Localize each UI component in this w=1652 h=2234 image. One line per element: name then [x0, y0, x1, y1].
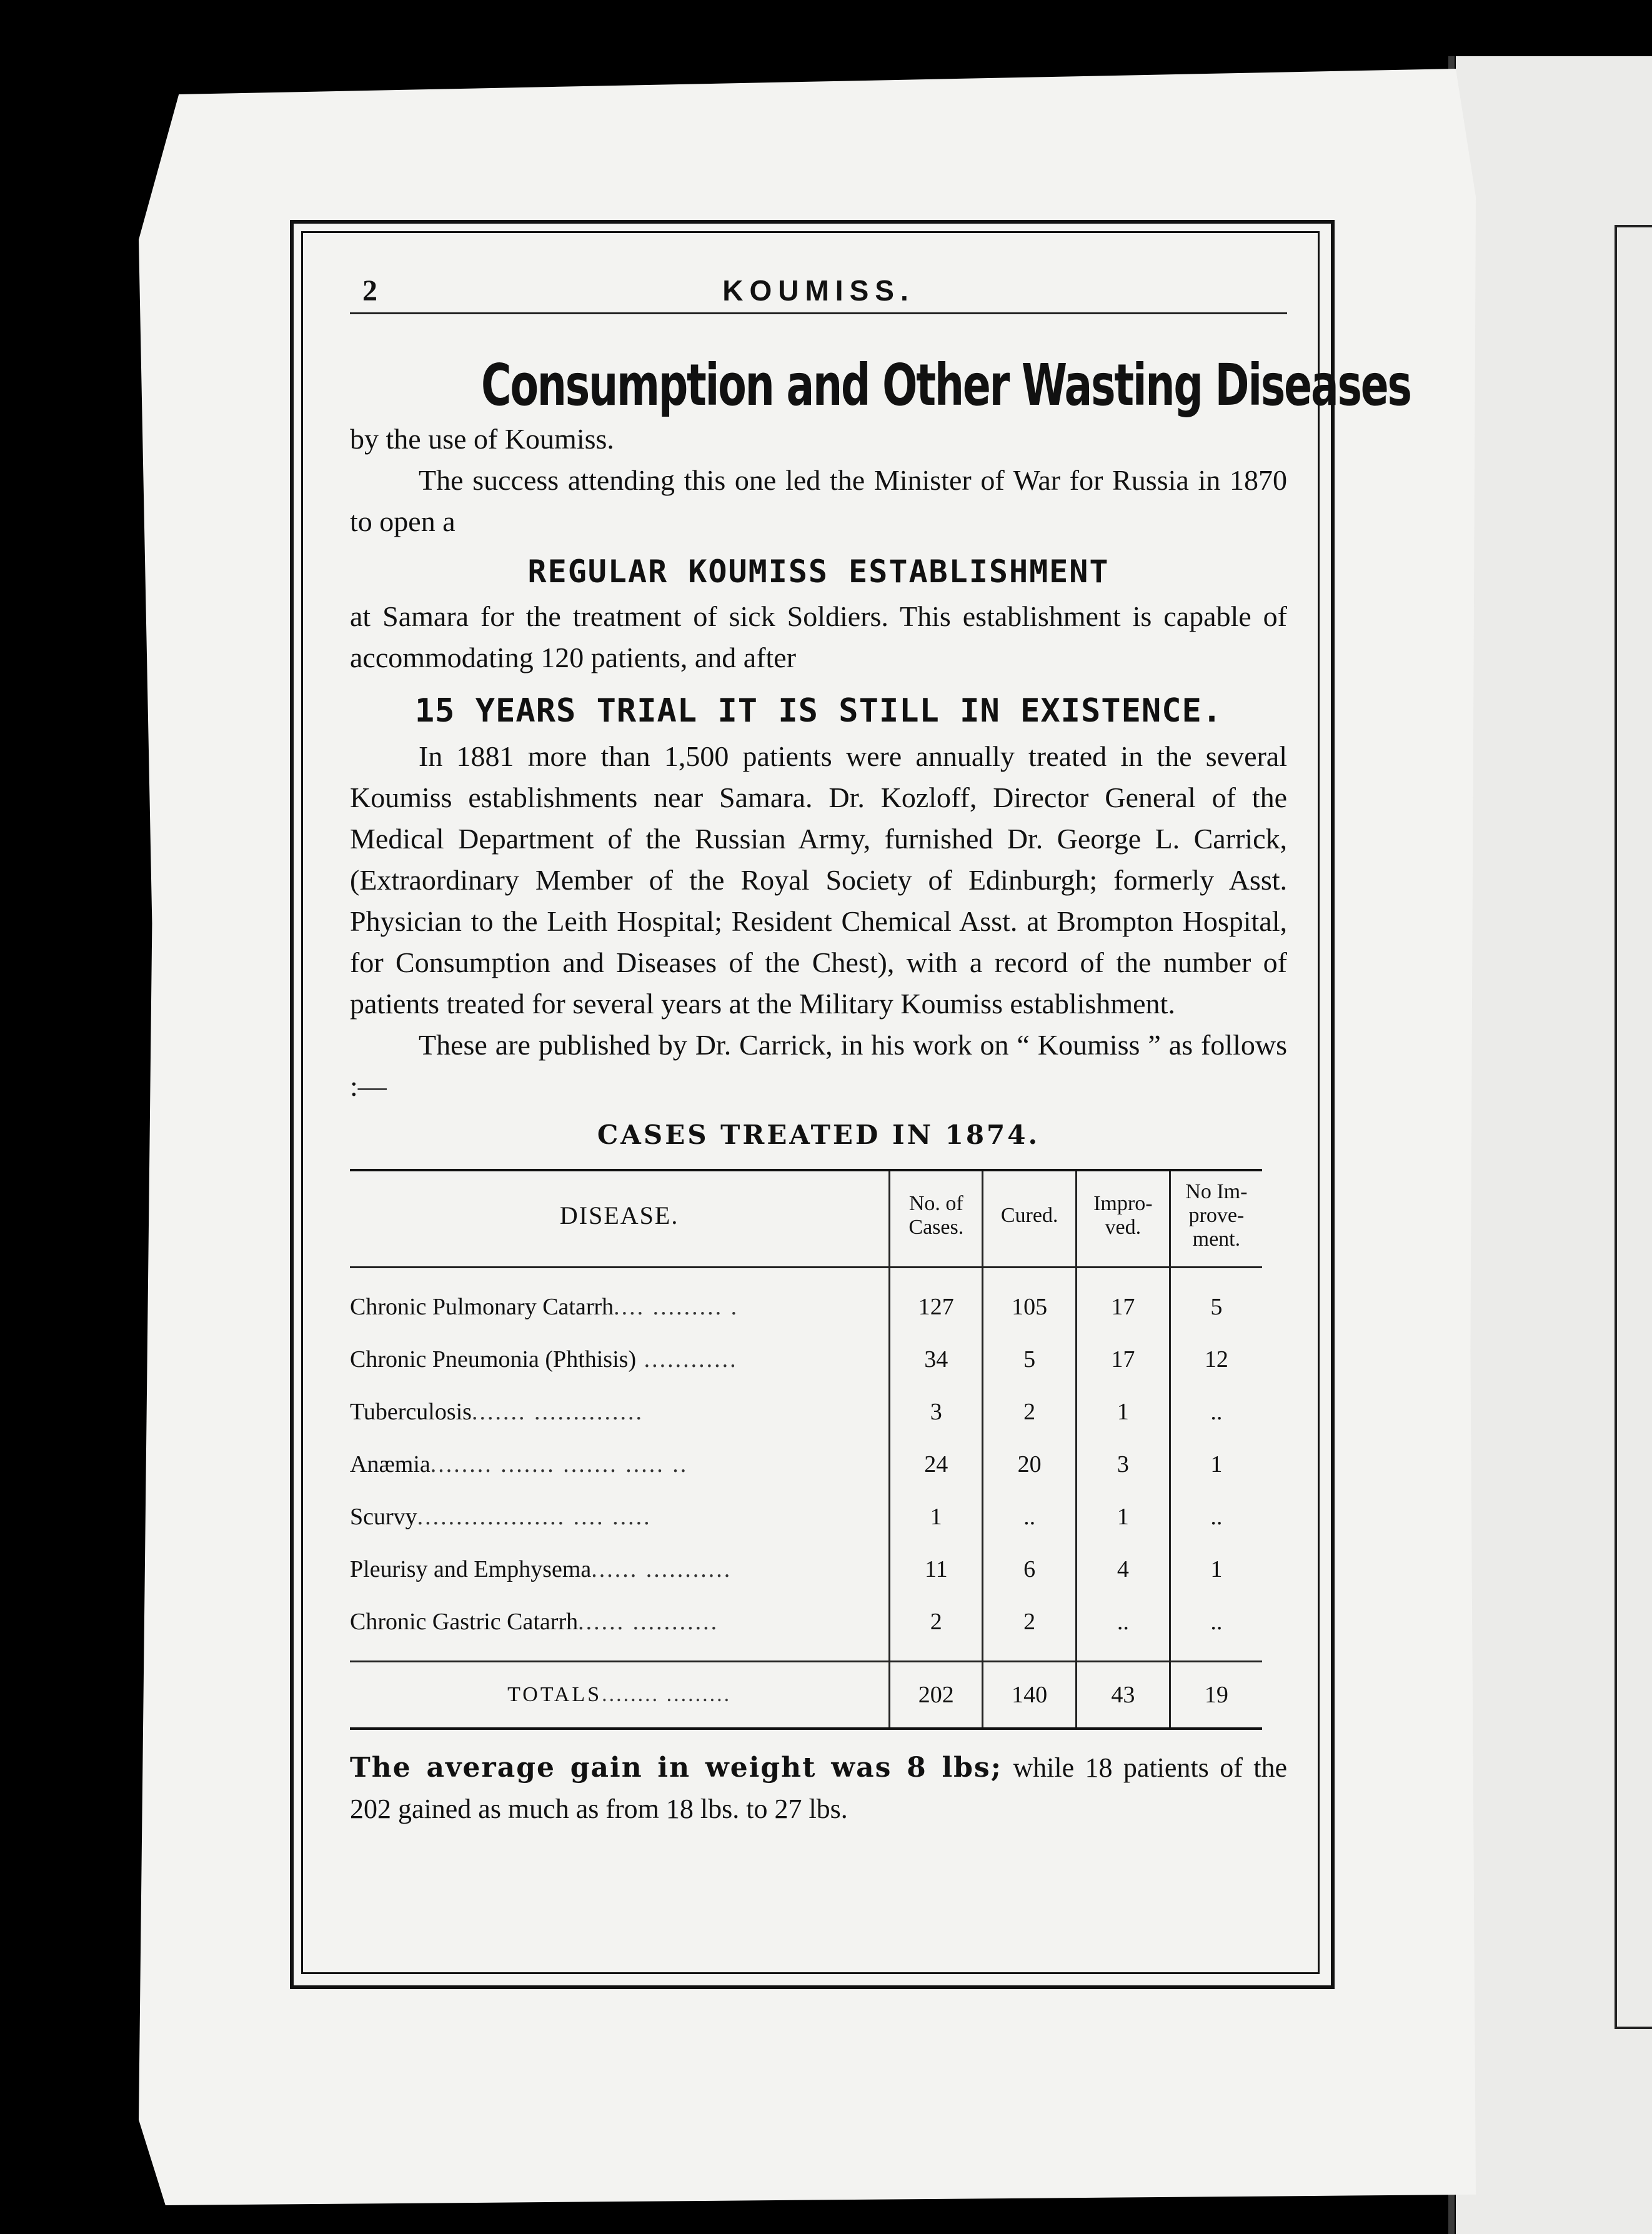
totals-improved: 43	[1076, 1662, 1170, 1729]
cured-value: 105	[983, 1268, 1077, 1334]
improved-value: 17	[1076, 1333, 1170, 1386]
table-row	[350, 1491, 1262, 1543]
cured-value: 6	[983, 1543, 1077, 1596]
table-header-row	[350, 1170, 1262, 1268]
disease-name: Tuberculosis....... ..............	[350, 1399, 644, 1425]
improved-value: 3	[1076, 1438, 1170, 1491]
display-heading-establishment: REGULAR KOUMISS ESTABLISHMENT	[527, 554, 1110, 590]
no-improvement-value: ..	[1170, 1491, 1262, 1543]
cases-value: 3	[890, 1386, 983, 1438]
no-improvement-value: ..	[1170, 1596, 1262, 1662]
cured-value: ..	[983, 1491, 1077, 1543]
running-title: KOUMISS.	[722, 274, 915, 307]
adjacent-page-border	[1615, 225, 1652, 2029]
cases-value: 2	[890, 1596, 983, 1662]
improved-value: ..	[1076, 1596, 1170, 1662]
table-row	[350, 1268, 1262, 1334]
totals-no-improvement: 19	[1170, 1662, 1262, 1729]
disease-name: Scurvy................... .... .....	[350, 1504, 652, 1530]
cases-value: 11	[890, 1543, 983, 1596]
cases-value: 34	[890, 1333, 983, 1386]
running-head	[350, 256, 1287, 314]
weight-gain-rest: while 18 patients of the 202 gained as much as from 18 lbs. to 27 lbs.	[350, 1752, 1287, 1824]
header-cases: No. of Cases.	[890, 1170, 983, 1268]
totals-label: TOTALS........ .........	[507, 1683, 732, 1706]
no-improvement-value: 1	[1170, 1438, 1262, 1491]
disease-name: Pleurisy and Emphysema...... ...........	[350, 1556, 732, 1582]
cases-value: 1	[890, 1491, 983, 1543]
cases-value: 24	[890, 1438, 983, 1491]
no-improvement-value: 5	[1170, 1268, 1262, 1334]
paragraph-3: at Samara for the treatment of sick Soldiers. This establishment is capable of accommodating 120 patients, and after	[350, 600, 1287, 673]
improved-value: 1	[1076, 1491, 1170, 1543]
header-no-improvement: No Im-prove-ment.	[1170, 1170, 1262, 1268]
disease-name: Anæmia........ ....... ....... ..... ..	[350, 1451, 689, 1477]
no-improvement-value: 1	[1170, 1543, 1262, 1596]
headline: Consumption and Other Wasting Diseases	[481, 352, 1411, 419]
disease-name: Chronic Pulmonary Catarrh.... ......... .	[350, 1294, 739, 1320]
header-disease: DISEASE.	[350, 1170, 890, 1268]
cured-value: 2	[983, 1596, 1077, 1662]
page-number: 2	[362, 274, 377, 307]
no-improvement-value: 12	[1170, 1333, 1262, 1386]
cured-value: 20	[983, 1438, 1077, 1491]
totals-cases: 202	[890, 1662, 983, 1729]
improved-value: 17	[1076, 1268, 1170, 1334]
paragraph-5: These are published by Dr. Carrick, in his work on “ Koumiss ” as follows :—	[350, 1029, 1287, 1102]
disease-name: Chronic Pneumonia (Phthisis) ............	[350, 1346, 738, 1373]
weight-gain-note	[350, 1747, 1287, 1830]
table-title: CASES TREATED IN 1874.	[597, 1119, 1040, 1150]
totals-cured: 140	[983, 1662, 1077, 1729]
table-row	[350, 1543, 1262, 1596]
header-improved: Impro-ved.	[1076, 1170, 1170, 1268]
weight-gain-bold: The average gain in weight was 8 lbs;	[350, 1752, 1002, 1784]
cured-value: 5	[983, 1333, 1077, 1386]
table-row	[350, 1386, 1262, 1438]
table-row	[350, 1333, 1262, 1386]
paragraph-2: The success attending this one led the Minister of War for Russia in 1870 to open a	[350, 464, 1287, 537]
table-row	[350, 1438, 1262, 1491]
improved-value: 1	[1076, 1386, 1170, 1438]
no-improvement-value: ..	[1170, 1386, 1262, 1438]
paragraph-1: by the use of Koumiss.	[350, 423, 614, 455]
cured-value: 2	[983, 1386, 1077, 1438]
page-content	[350, 256, 1411, 1830]
paragraph-4: In 1881 more than 1,500 patients were annually treated in the several Koumiss establishments near Samara. Dr. Kozloff, Director General of the Medical Department of the Russian Army, furnished Dr. George L. Carrick, (Extraordinary Member of the Royal Society of Edinburgh; formerly Asst. Physician to the Leith Hospital; Resident Chemical Asst. at Brompton Hospital, for Consumption and Diseases of the Chest), with a record of the number of patients treated for several years at the Military Koumiss establishment.	[350, 740, 1287, 1020]
cases-value: 127	[890, 1268, 983, 1334]
disease-name: Chronic Gastric Catarrh...... ...........	[350, 1596, 890, 1662]
header-cured: Cured.	[983, 1170, 1077, 1268]
table-row	[350, 1596, 1262, 1662]
totals-row	[350, 1662, 1262, 1729]
improved-value: 4	[1076, 1543, 1170, 1596]
cases-table	[350, 1169, 1262, 1730]
display-heading-existence: 15 YEARS TRIAL IT IS STILL IN EXISTENCE.	[414, 692, 1223, 730]
